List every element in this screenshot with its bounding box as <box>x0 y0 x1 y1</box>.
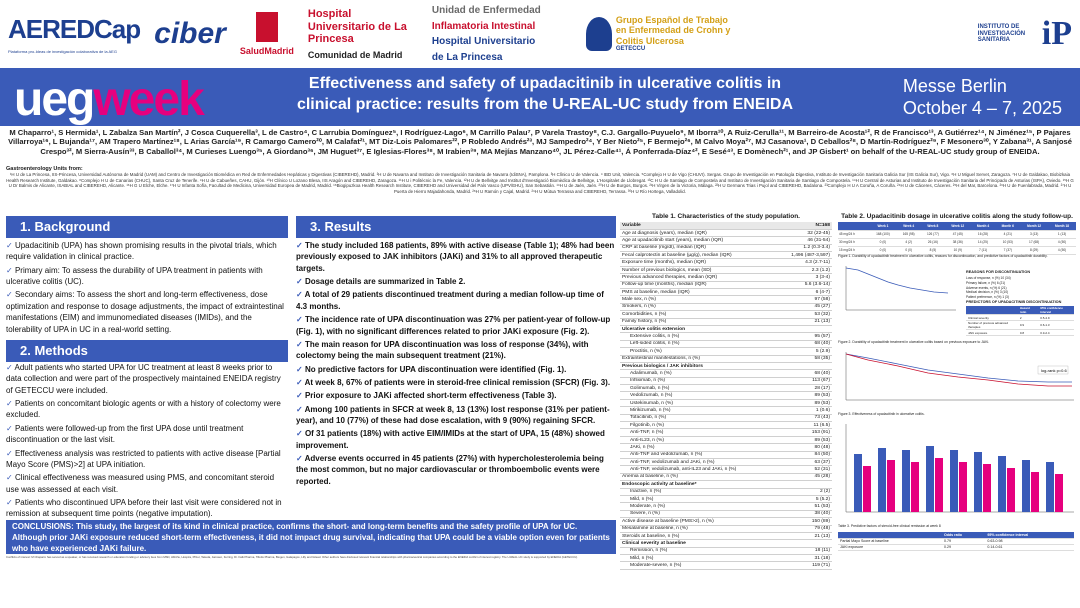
table1-label-cell: Mesalamine at baseline, n (%) <box>620 525 776 532</box>
table1-row <box>620 370 832 377</box>
background-item: ✓ Upadacitinib (UPA) has shown promising results in the pivotal trials, which require validation in clinical practice. <box>6 241 277 262</box>
table2-header-cell <box>838 222 869 230</box>
table1-row <box>620 429 832 436</box>
table1-row <box>620 525 832 532</box>
table1-value-cell: 119 (71) <box>776 562 832 569</box>
geteccu-line-1: Grupo Español de Trabajo <box>615 15 728 26</box>
table1-row <box>620 466 832 473</box>
table2-cell: 0 (0) <box>869 246 896 254</box>
table1-value-cell: 31 (18) <box>776 555 832 562</box>
table1-row <box>620 503 832 510</box>
table1-value-cell: 89 (53) <box>776 392 832 399</box>
table1-value-cell: 1.2 (0.3-3.4) <box>776 244 832 251</box>
results-item: ✓ At week 8, 67% of patients were in steroid-free clinical remission (SFCR) (Fig. 3). <box>296 377 611 387</box>
table1-value-cell: 79 (48) <box>776 525 832 532</box>
table1-row <box>620 289 832 296</box>
table1-value-cell: 80 (48) <box>776 444 832 451</box>
table1-label-cell: Tofacitinib, n (%) <box>620 414 776 421</box>
table1-label-cell: Anti-TNF, n (%) <box>620 429 776 436</box>
table1-value-cell: 51 (53) <box>776 503 832 510</box>
table1-row <box>620 318 832 325</box>
table1-label-cell: Proctitis, n (%) <box>620 348 776 355</box>
table2-cell: 10 (53) <box>995 238 1020 246</box>
table1-row <box>620 340 832 347</box>
background-heading: 1. Background <box>6 216 288 238</box>
table1-label-cell: Filgotinib, n (%) <box>620 422 776 429</box>
table2-cell: 45 mg/24 h <box>838 230 869 238</box>
table2-header-cell: Week 1 <box>869 222 896 230</box>
results-body <box>296 240 616 489</box>
predictors-header-row: Hazard ratio 95% confidence interval <box>966 306 1074 315</box>
table2-header-cell: Month 4 <box>971 222 996 230</box>
methods-body <box>6 362 288 522</box>
methods-item: ✓ Patients who discontinued UPA before their last visit were considered not in remission at subsequent time points (negative imputation). <box>6 497 282 519</box>
reason-item: Primary failure, n (%) 6 (21) <box>966 280 1006 285</box>
affiliations: ¹H U de La Princesa, IIS-Princesa, Universidad Autónoma de Madrid (UAM) and Centro de Investigación Biomédica en Red de Enfermedades Hepáticas y Digestivas (CIBEREHD), Madrid. ²H U de Navarra and Instituto de Investigación Sanitaria de Navarra (IdiSNA), Pamplona. ³H Clínico U de Valencia. ⁴ IBD Unit, Valencia. ⁵Complejo H U de Vigo (CHUVI). Sergas. Grupo de Investigación en Patología Digestiva, Instituto de Investigación Sanitaria Galicia Sur (IIS Galicia Sur), Vigo. ⁶H U Miguel Servet, Zaragoza. ⁷H U de Galdakao, Biobizkaia Health Research Institute, Galdakao. ⁸Complejo H U de Canarias (CHUC), Santa Cruz de Tenerife. ⁹H U de Cabueñes, CAHU, Gijón. ¹⁰H Clínico U Lozano Blesa, IIS Aragón and CIBEREHD, Zaragoza. ¹¹H U i Politècnic la Fe, Valencia. ¹²H U de Bellvitge and Institut d'Investigació Biomèdica de Bellvitge, L'Hospitalet de Llobregat. ¹³C H U de Santiago de Compostela and Instituto de Investigación Sanitaria de Santiago de Compostela. ¹⁴H U Central de Asturias and Instituto de Investigación Sanitaria del Principado de Asturias (ISPA), Oviedo. ¹⁵H G U Dr Balmis de Alicante, ISABIAL and CIBEREHD, Alicante. ¹⁶H G U Elche, Elche. ¹⁷H U Infanta Sofía, Facultad de Medicina, Universidad Europea de Madrid, Madrid. ¹⁸Biogipuzkoa Health Research Institute, CIBEREHD and Universidad del País Vasco (UPV/EHU), San Sebastián. ¹⁹H U de Jaén, Jaén. ²⁰H U de Burgos, Burgos. ²¹H Virgen de la Victoria, Málaga. ²²H U Germans Trias i Pujol and CIBEREHD, Badalona. ²³Complejo H U A Coruña, A Coruña. ²⁴H U de Cáceres, Cáceres. ²⁵H del Mar, Barcelona. ²⁶H U de Fuenlabrada, Madrid. ²⁷H U Puerta de Hierro Majadahonda, Madrid. ²⁸H U Ramón y Cajal, Madrid. ²⁹H U Mútua Terrassa and CIBEREHD, Terrassa. ³⁰H U Río Hortega, Valladolid. <box>6 172 1074 195</box>
table2-cell: 30 mg/24 h <box>838 238 869 246</box>
table1-label-cell: Extensive colitis, n (%) <box>620 333 776 340</box>
table1-label-cell: Vedolizumab, n (%) <box>620 392 776 399</box>
affiliations-title: Gastroenterology Units from: <box>6 166 83 172</box>
table1-label-cell: Age at upadacitinib start (years), median (IQR) <box>620 237 776 244</box>
predictors-row: Number of previous advanced therapies 0.9 0.6-1.3 <box>966 321 1074 330</box>
table1-row <box>620 451 832 458</box>
table1-title: Table 1. Characteristics of the study population. <box>652 213 800 220</box>
table1-value-cell: 97 (58) <box>776 296 832 303</box>
table1-value-cell: 63 (37) <box>776 459 832 466</box>
ciber-logo: ciber <box>154 17 226 50</box>
table1-value-cell: 45 (27) <box>776 303 832 310</box>
geteccu-logo <box>586 15 731 53</box>
table2-cell: 15 mg/24 h <box>838 246 869 254</box>
table1-row <box>620 532 832 539</box>
table1-value-cell: 18 (11) <box>776 547 832 554</box>
comunidad-label: Comunidad de Madrid <box>307 49 403 60</box>
table1-row <box>620 266 832 273</box>
unidad-line-2: Inflamatoria Intestinal <box>431 20 536 32</box>
table2-cell: 168 (100) <box>869 230 896 238</box>
table1-value-cell: 73 (43) <box>776 414 832 421</box>
reasons-title: REASONS FOR DISCONTINUATION <box>966 270 1031 274</box>
poster-header <box>0 68 1080 126</box>
table2-row <box>838 246 1076 254</box>
results-item: ✓ A total of 29 patients discontinued treatment during a median follow-up time of 4.3 months. <box>296 290 604 311</box>
table1-row <box>620 459 832 466</box>
table1-value-cell <box>776 481 832 488</box>
table1-value-cell: 5 (5.2) <box>776 495 832 502</box>
results-item: ✓ Prior exposure to JAKi affected short-term effectiveness (Table 3). <box>296 391 557 401</box>
table1-value-cell: 28 (17) <box>776 385 832 392</box>
poster-title: Effectiveness and safety of upadacitinib in ulcerative colitis in clinical practice: results from the U-REAL-UC study from ENEIDA <box>296 75 794 113</box>
table1-label-cell: Left-sided colitis, n (%) <box>620 340 776 347</box>
geteccu-line-3: Colitis Ulcerosa <box>615 35 684 46</box>
table2-cell: 16 (28) <box>971 230 996 238</box>
table1-value-cell: 1,496 (487-3,597) <box>776 252 832 259</box>
results-item: ✓ The incidence rate of UPA discontinuation was 27% per patient-year of follow-up (Fig. 1), with no significant differences related to prior JAKi exposure (Fig. 2). <box>296 315 611 336</box>
table1-label-cell: Follow-up time (months), median (IQR) <box>620 281 776 288</box>
table2-header-cell: Month 18 <box>1048 222 1076 230</box>
table1-label-cell: JAKi, n (%) <box>620 444 776 451</box>
table1-row <box>620 348 832 355</box>
table1-row <box>620 422 832 429</box>
table1-label-cell: Moderate, n (%) <box>620 503 776 510</box>
table1-value-cell: 3 (3-4) <box>776 274 832 281</box>
table2-cell: 7 (11) <box>971 246 996 254</box>
iisp-label: INSTITUTO DE INVESTIGACIÓN SANITARIA <box>977 23 1026 44</box>
table1-label-cell: Anti-TNF, vedolizumab and JAKi, n (%) <box>620 459 776 466</box>
table1-value-cell: 5 (2.9) <box>776 348 832 355</box>
table1-row <box>620 296 832 303</box>
table1-row <box>620 444 832 451</box>
table1-value-cell: 89 (53) <box>776 436 832 443</box>
table1-row <box>620 325 832 332</box>
table1-value-cell: 95 (57) <box>776 333 832 340</box>
table1-label-cell: Clinical severity at baseline <box>620 540 776 547</box>
table3-header-row: Odds ratio 95% confidence interval <box>838 532 1074 538</box>
predictors-table <box>966 306 1074 336</box>
table2-cell: 165 (98) <box>897 230 921 238</box>
table2-header-cell: Week 4 <box>897 222 921 230</box>
table1-value-cell: 52 (31) <box>776 466 832 473</box>
table1-value-cell <box>776 362 832 369</box>
table1-label-cell: Remission, n (%) <box>620 547 776 554</box>
unidad-line-1: Unidad de Enfermedad <box>431 5 541 16</box>
reason-item: Medical decision, n (%) 3 (10) <box>966 290 1009 295</box>
hospital-princesa-logo <box>308 8 418 60</box>
table1-value-cell: 45 (28) <box>776 473 832 480</box>
table1-row <box>620 481 832 488</box>
table1-row <box>620 244 832 251</box>
table1-header-row <box>620 222 832 229</box>
table1-value-cell: 113 (67) <box>776 377 832 384</box>
figure3-caption: Figure 3. Effectiveness of upadacitinib in ulcerative colitis. <box>838 412 925 416</box>
background-item: ✓ Primary aim: To assess the durability of UPA treatment in patients with ulcerative colitis (UC). <box>6 265 263 287</box>
table2-row <box>838 238 1076 246</box>
table1-value-cell: 1 (0.6) <box>776 407 832 414</box>
table2 <box>838 222 1076 255</box>
results-item: ✓ Adverse events occurred in 45 patients (27%) with hypercholesterolemia being the most common, but no major cardiovascular or thromboembolic events were reported. <box>296 454 604 486</box>
reason-item: Patient preference, n (%) 1 (3) <box>966 295 1009 300</box>
reason-item: Adverse events, n (%) 6 (21) <box>966 285 1007 290</box>
table1-value-cell: 84 (50) <box>776 451 832 458</box>
reason-item: Loss of response, n (%) 10 (34) <box>966 276 1011 280</box>
table1-label-cell: Active disease at baseline (PMS>2), n (%) <box>620 518 776 525</box>
table1-label-cell: Anemia at baseline, n (%) <box>620 473 776 480</box>
table3-caption: Table 3. Predictive factors of steroid-free clinical remission at week 8 <box>838 524 941 528</box>
table1-value-cell: 150 (89) <box>776 518 832 525</box>
table1-label-cell: Fecal calprotectin at baseline (µg/g), median (IQR) <box>620 252 776 259</box>
table2-cell: 14 (25) <box>971 238 996 246</box>
methods-item: ✓ Clinical effectiveness was measured using PMS, and concomitant steroid use was assessed at each visit. <box>6 473 275 494</box>
results-item: ✓ Of 31 patients (18%) with active EIM/IMIDs at the start of UPA, 15 (48%) showed improvement. <box>296 429 605 450</box>
table1-label-cell: Number of previous biologics, mean (SD) <box>620 266 776 273</box>
table1-row <box>620 237 832 244</box>
table1-label-cell: Severe, n (%) <box>620 510 776 517</box>
table1-label-cell: Steroids at baseline, n (%) <box>620 532 776 539</box>
unidad-eii-logo <box>432 5 572 63</box>
table1-value-cell: 5.6 (3.6-14) <box>776 281 832 288</box>
table1-label-cell: CRP at baseline (mg/dl), median (IQR) <box>620 244 776 251</box>
table2-cell: 0 (0) <box>869 238 896 246</box>
table1 <box>620 222 832 570</box>
table1-header-cell: Variable <box>620 222 776 229</box>
results-item: ✓ Among 100 patients in SFCR at week 8, 13 (13%) lost response (31% per patient-year), and 10 (77%) of these had dose escalation, with 9 (90%) regaining SFCR. <box>296 404 610 426</box>
venue-dates: October 4 – 7, 2025 <box>902 97 1062 118</box>
table3-row: Partial Mayo Score at baseline 0.79 0.63-0.98 <box>838 538 1074 544</box>
methods-item: ✓ Effectiveness analysis was restricted to patients with active disease [Partial Mayo Score (PMS)>2] at UPA initiation. <box>6 448 281 469</box>
table2-header-cell: Month 6 <box>995 222 1020 230</box>
results-item: ✓ No predictive factors for UPA discontinuation were identified (Fig. 1). <box>296 364 567 374</box>
table2-cell: 8 (29) <box>1020 246 1048 254</box>
unidad-line-4: de La Princesa <box>431 51 503 63</box>
table1-row <box>620 229 832 236</box>
table2-cell: 126 (77) <box>921 230 945 238</box>
table1-row <box>620 377 832 384</box>
table1-value-cell: 46 (31-54) <box>776 237 832 244</box>
table1-label-cell: Anti-TNF, vedolizumab, anti-IL23 and JAKi, n (%) <box>620 466 776 473</box>
table1-label-cell: Previous advanced therapies, median (IQR) <box>620 274 776 281</box>
table1-row <box>620 311 832 318</box>
results-item: ✓ Dosage details are summarized in Table 2. <box>296 277 466 287</box>
table2-cell: 4 (50) <box>1048 246 1076 254</box>
geteccu-short: GETECCU <box>615 46 646 53</box>
table1-row <box>620 303 832 310</box>
table1-label-cell: PMS at baseline, median (IQR) <box>620 289 776 296</box>
table1-value-cell: 68 (40) <box>776 370 832 377</box>
figure3-effectiveness-chart <box>838 420 1076 520</box>
table1-label-cell: Mirikizumab, n (%) <box>620 407 776 414</box>
table1-value-cell: 38 (40) <box>776 510 832 517</box>
table1-header-cell: N=168 <box>776 222 832 229</box>
background-item: ✓ Secondary aims: To assess the short and long-term effectiveness, dose optimization and response to dosage adjustments, the impact of extraintestinal manifestations (EIM) and immunomediated diseases (IMIDs), and the tolerability of UPA in UC in a real-world setting. <box>6 290 284 334</box>
table1-value-cell: 53 (32) <box>776 311 832 318</box>
table1-row <box>620 333 832 340</box>
iisp-logo <box>978 15 1072 53</box>
table3 <box>838 532 1074 551</box>
table1-row <box>620 392 832 399</box>
table3-row: JAKi exposure 0.29 0.14-0.61 <box>838 544 1074 550</box>
table1-label-cell: Anti-IL23, n (%) <box>620 436 776 443</box>
table1-row <box>620 274 832 281</box>
background-body <box>6 240 288 337</box>
table1-row <box>620 436 832 443</box>
predictors-title: PREDICTORS OF UPADACITINIB DISCONTINUATION <box>966 300 1062 304</box>
table2-cell: 3 (13) <box>1020 230 1048 238</box>
table1-row <box>620 385 832 392</box>
aeredcap-wordmark: AEREDCap <box>8 14 141 44</box>
table2-title: Table 2. Upadacitinib dosage in ulcerative colitis along the study follow-up. <box>841 213 1073 220</box>
table1-label-cell: Family history, n (%) <box>620 318 776 325</box>
table1-value-cell: 153 (91) <box>776 429 832 436</box>
venue-city: Messe Berlin <box>902 76 1007 96</box>
table1-label-cell: Mild, n (%) <box>620 555 776 562</box>
table1-label-cell: Previous biologics / JAK inhibitors <box>620 362 776 369</box>
table1-row <box>620 252 832 259</box>
salud-madrid-label: SaludMadrid <box>239 45 294 56</box>
ueg-word: ueg <box>14 73 94 126</box>
ueg-week-logo <box>14 72 203 127</box>
table2-cell: 26 (16) <box>921 238 945 246</box>
table1-value-cell: 58 (35) <box>776 355 832 362</box>
table1-label-cell: Ustekinumab, n (%) <box>620 399 776 406</box>
table2-header-row <box>838 222 1076 230</box>
table1-label-cell: Infliximab, n (%) <box>620 377 776 384</box>
table2-cell: 0 (0) <box>897 246 921 254</box>
iisp-mark-icon: iP <box>1041 15 1072 52</box>
table1-value-cell <box>776 540 832 547</box>
table1-row <box>620 407 832 414</box>
unidad-line-3: Hospital Universitario <box>431 36 536 47</box>
table1-row <box>620 399 832 406</box>
table1-value-cell: 21 (13) <box>776 532 832 539</box>
table1-row <box>620 495 832 502</box>
logrank-label: log-rank p=0.6 <box>1041 368 1067 373</box>
table2-cell: 8 (5) <box>921 246 945 254</box>
methods-item: ✓ Patients on concomitant biologic agents or with a history of colectomy were excluded. <box>6 399 281 420</box>
table1-label-cell: Moderate-severe, n (%) <box>620 562 776 569</box>
table1-value-cell: 6 (4-7) <box>776 289 832 296</box>
table1-value-cell: 2.3 (1.2) <box>776 266 832 273</box>
table1-label-cell: Ulcerative colitis extension <box>620 325 776 332</box>
results-heading: 3. Results <box>296 216 616 238</box>
aeredcap-subtitle: Plataforma pro-Ideas de investigación colaborativa de la AEG <box>8 49 117 54</box>
table1-row <box>620 355 832 362</box>
table2-cell: 4 (50) <box>1048 238 1076 246</box>
table1-row <box>620 281 832 288</box>
table1-value-cell: 4.3 (2.7-11) <box>776 259 832 266</box>
table2-cell: 4 (2) <box>897 238 921 246</box>
table1-label-cell: Inactive, n (%) <box>620 488 776 495</box>
geteccu-line-2: en Enfermedad de Crohn y <box>615 25 731 36</box>
results-item: ✓ The study included 168 patients, 89% with active disease (Table 1); 48% had been previously exposed to JAK inhibitors (JAKi) and 31% to all approved therapeutic targets. <box>296 241 615 273</box>
week-word: week <box>93 73 203 126</box>
reasons-list <box>966 276 1011 300</box>
figure2-caption: Figure 2. Durability of upadacitinib treatment in ulcerative colitis based on previous exposure to JAKi. <box>838 340 990 344</box>
methods-heading: 2. Methods <box>6 340 288 362</box>
table1-label-cell: Age at diagnosis (years), median (IQR) <box>620 229 776 236</box>
table2-cell: 7 (37) <box>995 246 1020 254</box>
table1-value-cell <box>776 325 832 332</box>
table2-cell: 4 (21) <box>995 230 1020 238</box>
predictors-row: JAKi exposure 0.8 0.3-2.4 <box>966 330 1074 336</box>
table1-value-cell: 32 (22-45) <box>776 229 832 236</box>
table1-value-cell: 21 (13) <box>776 318 832 325</box>
table1-label-cell: Smokers, n (%) <box>620 303 776 310</box>
aeredcap-logo <box>8 14 140 54</box>
geteccu-mark-icon <box>586 17 612 51</box>
table1-row <box>620 259 832 266</box>
table2-cell: 38 (36) <box>945 238 971 246</box>
table2-header-cell: Month 12 <box>1020 222 1048 230</box>
table1-label-cell: Male sex, n (%) <box>620 296 776 303</box>
table1-label-cell: Exposure time (months), median (IQR) <box>620 259 776 266</box>
table1-label-cell: Comorbidities, n (%) <box>620 311 776 318</box>
figure2-survival-curve <box>838 348 1076 408</box>
table2-header-cell: Week 8 <box>921 222 945 230</box>
table1-row <box>620 414 832 421</box>
logo-bar <box>0 0 1080 68</box>
table2-cell: 10 (9) <box>945 246 971 254</box>
author-list: M Chaparro¹, S Hermida¹, L Zabalza San Martín², J Cosca Cuquerella³, L de Castro⁴, C Larrubia Domínguez⁵, I Rodríguez-Lago⁶, M Carrillo Palau⁷, P Varela Trastoy⁸, C.J. Gargallo-Puyuelo⁹, M Iborra¹⁰, A Ruiz-Cerulla¹¹, M Barreiro-de Acosta¹², R de Francisco¹³, A Gutiérrez¹⁴, N Jiménez¹⁵, P Pajares Villarroya¹⁶, L Bujanda¹⁷, AM Trapero Martínez¹⁸, L Arias García¹⁹, R Camargo Camero²⁰, M Calafat²¹, MT Diz-Lois Palomares²², P Robledo Andrés²³, MJ Sampedro²⁴, Y Ber Nieto²⁵, F Bermejo²⁶, M Calvo Moya²⁷, MJ Casanova¹, D Ceballos²⁸, D Martín-Rodríguez²⁹, F Mesonero³⁰, Y Zabana³¹, A Sanjosé Crespo³², M Sierra-Ausín³³, B Caballol³⁴, M Curieses Luengo³⁵, A Giordano³⁶, JM Huguet³⁷, E Iglesias-Flores³⁸, M Irabien³⁹, MA Mejías Manzano⁴⁰, JL Pérez-Calle⁴¹, Á Ponferrada-Díaz⁴², E Sesé⁴³, E Domènech²¹, and JP Gisbert¹ on behalf of the U-REAL-UC study group of ENEIDA. <box>8 128 1072 156</box>
table1-row <box>620 362 832 369</box>
salud-madrid-mark-icon <box>256 12 278 42</box>
figure1-caption: Figure 1. Durability of upadacitinib treatment in ulcerative colitis, reasons for discontinuation, and predictive factors of upadacitinib durability. <box>838 254 1048 258</box>
table1-label-cell: Extraintestinal manifestations, n (%) <box>620 355 776 362</box>
table1-row <box>620 547 832 554</box>
table1-row <box>620 540 832 547</box>
methods-item: ✓ Adult patients who started UPA for UC treatment at least 8 weeks prior to data collection and were part of the prospectively maintained ENEIDA registry of GETECCU were included. <box>6 363 281 395</box>
table1-row <box>620 518 832 525</box>
table2-cell: 1 (13) <box>1048 230 1076 238</box>
table1-row <box>620 488 832 495</box>
salud-madrid-logo <box>240 12 294 56</box>
references: Conflicts of interest: M Chaparro has served as a speaker, or has received research or education funding or advisory fees from MSD, AbbVie, Hospira, Pfizer, Takeda, Janssen, Ferring, Dr. Falk Pharma, Tillotts Pharma, Biogen, Galapagos, Lilly and Gilead. Other authors have disclosed relevant financial relationships with pharmaceutical companies according to the ENEIDA conflict of interest registry. The U-REAL-UC study is supported by ENEIDA (GETECCU). <box>6 555 579 559</box>
table1-value-cell: 2 (2) <box>776 488 832 495</box>
table2-row <box>838 230 1076 238</box>
table1-value-cell: 68 (40) <box>776 340 832 347</box>
table1-label-cell: Mild, n (%) <box>620 495 776 502</box>
table1-row <box>620 473 832 480</box>
table1-value-cell: 89 (53) <box>776 399 832 406</box>
results-item: ✓ The main reason for UPA discontinuation was loss of response (34%), with colectomy being the main subsequent treatment (21%). <box>296 339 589 361</box>
table1-label-cell: Endoscopic activity at baseline* <box>620 481 776 488</box>
table2-cell: 17 (68) <box>1020 238 1048 246</box>
table2-header-cell: Week 12 <box>945 222 971 230</box>
figure1-survival-curve <box>838 262 958 318</box>
venue-info <box>903 76 1062 119</box>
table1-value-cell: 11 (6.5) <box>776 422 832 429</box>
conclusions-box: CONCLUSIONS: This study, the largest of its kind in clinical practice, confirms the short- and long-term benefits and the safety profile of UPA for UC. Although prior JAKi exposure reduced short-term effectiveness, it did not impact drug survival, indicating that UPA could be a viable option even for patients who have experienced JAKi failure. <box>6 520 616 554</box>
table1-row <box>620 562 832 569</box>
predictors-row: Clinical severity 2 0.5-4.9 <box>966 315 1074 321</box>
methods-item: ✓ Patients were followed-up from the first UPA dose until treatment discontinuation or the last visit. <box>6 423 244 445</box>
table2-cell: 47 (45) <box>945 230 971 238</box>
hospital-name: Hospital Universitario de La Princesa <box>307 7 407 46</box>
table1-label-cell: Adalimumab, n (%) <box>620 370 776 377</box>
table1-label-cell: Anti-TNF and vedolizumab, n (%) <box>620 451 776 458</box>
table1-row <box>620 510 832 517</box>
table1-label-cell: Golimumab, n (%) <box>620 385 776 392</box>
